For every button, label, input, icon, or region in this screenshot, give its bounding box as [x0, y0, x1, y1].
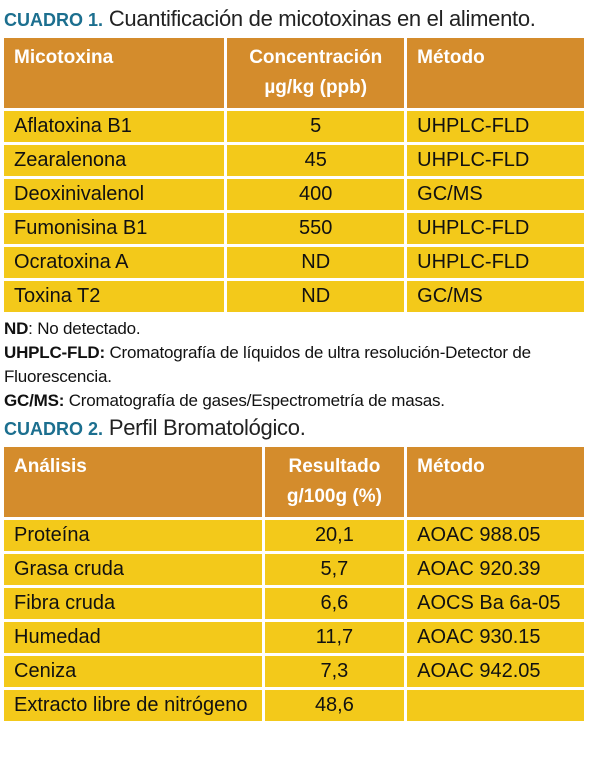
- table2-cell-name: Grasa cruda: [4, 554, 262, 585]
- note-text: Cromatografía de líquidos de ultra resolución-Detector de Fluorescencia.: [4, 343, 531, 386]
- table2-header-metodo: Método: [407, 447, 584, 517]
- table2-cell-name: Ceniza: [4, 656, 262, 687]
- table-row: [4, 554, 584, 585]
- table-row: [4, 145, 584, 176]
- table2-caption-text: Perfil Bromatológico.: [103, 415, 306, 440]
- table-row: [4, 588, 584, 619]
- table1-cell-name: Fumonisina B1: [4, 213, 224, 244]
- table2-cell-value: 48,6: [265, 690, 404, 721]
- note-text: Cromatografía de gases/Espectrometría de masas.: [64, 391, 445, 410]
- table1-caption: [4, 4, 586, 35]
- note-abbr: GC/MS:: [4, 391, 65, 410]
- table1-caption-label: CUADRO 1.: [4, 10, 104, 30]
- mycotoxin-table: [1, 35, 587, 315]
- table1-cell-method: GC/MS: [407, 179, 584, 210]
- table1-cell-name: Ocratoxina A: [4, 247, 224, 278]
- table1-header-micotoxina: Micotoxina: [4, 38, 224, 108]
- table2-cell-method: AOCS Ba 6a-05: [407, 588, 584, 619]
- table2-cell-method: AOAC 942.05: [407, 656, 584, 687]
- table1-header-metodo: Método: [407, 38, 584, 108]
- table2-cell-value: 20,1: [265, 520, 404, 551]
- table1-cell-value: 400: [227, 179, 404, 210]
- table2-cell-value: 11,7: [265, 622, 404, 653]
- table2-cell-name: Extracto libre de nitrógeno: [4, 690, 262, 721]
- table-row: [4, 656, 584, 687]
- table-row: [4, 622, 584, 653]
- table1-cell-method: UHPLC-FLD: [407, 213, 584, 244]
- table2-cell-value: 5,7: [265, 554, 404, 585]
- table1-cell-method: UHPLC-FLD: [407, 145, 584, 176]
- table1-cell-name: Toxina T2: [4, 281, 224, 312]
- table2-header-analisis: Análisis: [4, 447, 262, 517]
- table2-cell-method: [407, 690, 584, 721]
- table2-caption: [4, 413, 586, 444]
- table2-cell-name: Humedad: [4, 622, 262, 653]
- table1-caption-text: Cuantificación de micotoxinas en el alimento.: [103, 6, 536, 31]
- table1-header-concentracion: [227, 38, 404, 108]
- note-nd: [4, 317, 586, 341]
- table1-header-row: [4, 38, 584, 108]
- table2-cell-value: 7,3: [265, 656, 404, 687]
- table2-cell-value: 6,6: [265, 588, 404, 619]
- table2-header-resultado: [265, 447, 404, 517]
- table2-cell-method: AOAC 930.15: [407, 622, 584, 653]
- table1-cell-method: UHPLC-FLD: [407, 111, 584, 142]
- bromatological-table: [1, 444, 587, 724]
- table1-cell-name: Zearalenona: [4, 145, 224, 176]
- table1-cell-value: ND: [227, 281, 404, 312]
- table1-cell-name: Deoxinivalenol: [4, 179, 224, 210]
- table1-cell-value: 550: [227, 213, 404, 244]
- table2-cell-name: Proteína: [4, 520, 262, 551]
- table2-header-resultado-line2: g/100g (%): [286, 486, 382, 507]
- note-uhplc: [4, 341, 586, 389]
- table1-cell-value: 45: [227, 145, 404, 176]
- table1-header-concentracion-line2: µg/kg (ppb): [264, 77, 368, 98]
- table-row: [4, 690, 584, 721]
- note-abbr: UHPLC-FLD:: [4, 343, 105, 362]
- table1-cell-method: GC/MS: [407, 281, 584, 312]
- table-row: [4, 213, 584, 244]
- table1-cell-method: UHPLC-FLD: [407, 247, 584, 278]
- table2-header-resultado-line1: Resultado: [288, 456, 381, 477]
- note-abbr: ND: [4, 319, 29, 338]
- table-row: [4, 520, 584, 551]
- table-row: [4, 111, 584, 142]
- note-text: : No detectado.: [28, 319, 141, 338]
- table1-cell-name: Aflatoxina B1: [4, 111, 224, 142]
- table1-cell-value: ND: [227, 247, 404, 278]
- table2-cell-method: AOAC 988.05: [407, 520, 584, 551]
- table-row: [4, 179, 584, 210]
- table1-header-concentracion-line1: Concentración: [249, 47, 383, 68]
- table-row: [4, 247, 584, 278]
- table1-notes: [4, 317, 586, 413]
- table2-header-row: [4, 447, 584, 517]
- table2-caption-label: CUADRO 2.: [4, 419, 104, 439]
- table2-cell-name: Fibra cruda: [4, 588, 262, 619]
- table1-cell-value: 5: [227, 111, 404, 142]
- table-row: [4, 281, 584, 312]
- table2-cell-method: AOAC 920.39: [407, 554, 584, 585]
- note-gcms: [4, 389, 586, 413]
